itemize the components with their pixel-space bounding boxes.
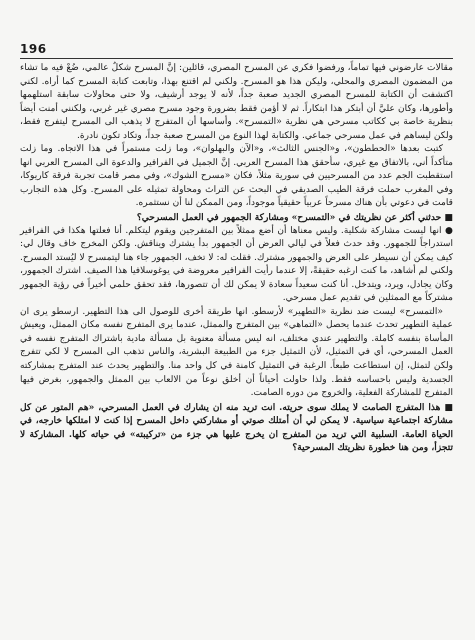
interview-answer: ● انها ليست مشاركة شكلية. وليس معناها أن أضع ممثلاً بين المتفرجين ويقوم ليتكلم. أنا فعلتها هكذا في الفرافير استدراجاً للجمهور. وقد حدث فعلاً في ليالي العرض أن الجمهور بدأ يشترك ويناقش. ولكن المخرج خاف وقال لي: كيف يمكن أن نسيطر على العرض والجمهور مشترك. فقلت له: لا تخف، الجمهور جاء هنا ليتمسرح لا ليُستد المسرح. ولكني لم أشاهد، ما كنت ارغبه حقيقةً، إلا عندما رأيت الفرافير معروضة في يوغوسلافيا هذا الصيف. اشترك الجمهور، وكان يجادل، ويرد، ويتدخل. أنا كنت سعيداً سعادة لا يمكن لك أن تتصورها، فقد تحقق حلمي أخيراً في رؤية الجمهور مشتركاً مع الممثلين في تقديم عمل مسرحي. [20, 225, 453, 304]
paragraph: «التمسرح» ليست ضد نظرية «التطهير» لأرسطو. انها طريقة أخرى للوصول الى هذا التطهير. ارسطو يرى ان عملية التطهير تحدث عندما يحصل «التماهي» بين المتفرج والممثل، عندما يرى المتفرج نفسه مكان الممثل، ويعيش المأساة بنفسه كاملة. والتطهير عندي مختلف، انه ليس مسألة معنوية بل مسألة مادية باشتراك المتفرج نفسه في العمل المسرحي، أي في التمثيل، لأن التمثيل جزء من الطبيعة البشرية، والناس تذهب الى المسرح لا لكي تتفرج ولكن لتمثل، إن استطاعت طبعاً. الرغبة في التمثيل كامنة في كل واحد منا. والتطهير يحدث عند المتفرج بمشاركته الجسدية وليس باحساسه فقط. ولذا حاولت أحياناً أن أخلق نوعاً من الالعاب بين الممثل والجمهور، بغرض فيها المتفرج للمشاركة الفعلية، والخروج من دوره الصامت. [20, 306, 453, 399]
paragraph: كتبت بعدها «الحططون»، و«الجنس الثالث»، و«الآن والبهلوان»، وما زلت مستمراً في هذا الاتجاه. وما زلت متأكداً أني، بالاتفاق مع غيري، سأحقق هذا المسرح العربي. إنَّ الجميل في الفرافير والدعوة الى المسرح العربي انها استقطبت الجم عدد من المسرحيين في سورية مثلاً، فكان «مسرح الشوك»، وفي مصر قامت تجربة فرقة كاريوكا، وفي المغرب حملت فرقة الطيب الصديقي في البحث عن التراث ومحاولة تمثيله على المسرح. وكل هذه التجارب قامت في دعوتي بأن هناك مسرحاً عربياً حقيقياً موجوداً، ومن الممكن لنا أن نستثمره. [20, 144, 453, 209]
paragraph: مقالات عارضوني فيها تماماً، ورفضوا فكري عن المسرح المصري، قائلين: إنَّ المسرح شكلٌ عالمي، ضُعْ فيه ما تشاء من المضمون المصري والمحلي، وليكن هذا هو المسرح. ولكني لم اقتنع بهذا، وتابعت كتابة المسرح كما أراه. لكني اكتشفت أن الكتابة للمسرح المصري الجديد صعبة جداً، لأنه لا يوجد أرشيف، ولا حتى محاولات سابقة استلهمها وأطورها، وكان عليَّ أن أبتكر هذا ابتكاراً. ثم لا أؤمن فقط بضرورة وجود مسرح مصري غير غربي، ولكنني أمنت أيضاً بنظرية خاصة بي ككاتب مسرحي هي نظرية «التمسرح». وأساسها أن المتفرج لا يذهب الى المسرح ليتفرج فقط، ولكن ليساهم في عمل مسرحي جماعي. والكتابة لهذا النوع من المسرح صعبة جداً، وتكاد تكون نادرة. [20, 63, 453, 141]
interview-question: ■ هذا المتفرج الصامت لا يملك سوى حريته. انت تريد منه ان يشارك في العمل المسرحي، «هم المتور عن كل مشاركة اجتماعية سياسية. لا يمكن لي أن أمتلك صوتي أو مشاركتي داخل المسرح إذا كنت لا امتلكها خارجه، في الحياة العامة. السلبية التي تريد من المتفرج ان يخرج عليها هي جزء من «تركيبته» في حياته كلها. المشاركة لا تتجزأ، ومن هنا خطورة نظريتك المسرحية؟ [20, 401, 453, 454]
interview-question: ■ حدثني أكثر عن نظريتك في «التمسرح» ومشاركة الجمهور في العمل المسرحي؟ [136, 212, 453, 224]
header-rule [20, 58, 453, 59]
page-number: 196 [20, 42, 47, 56]
body-text [20, 62, 453, 455]
